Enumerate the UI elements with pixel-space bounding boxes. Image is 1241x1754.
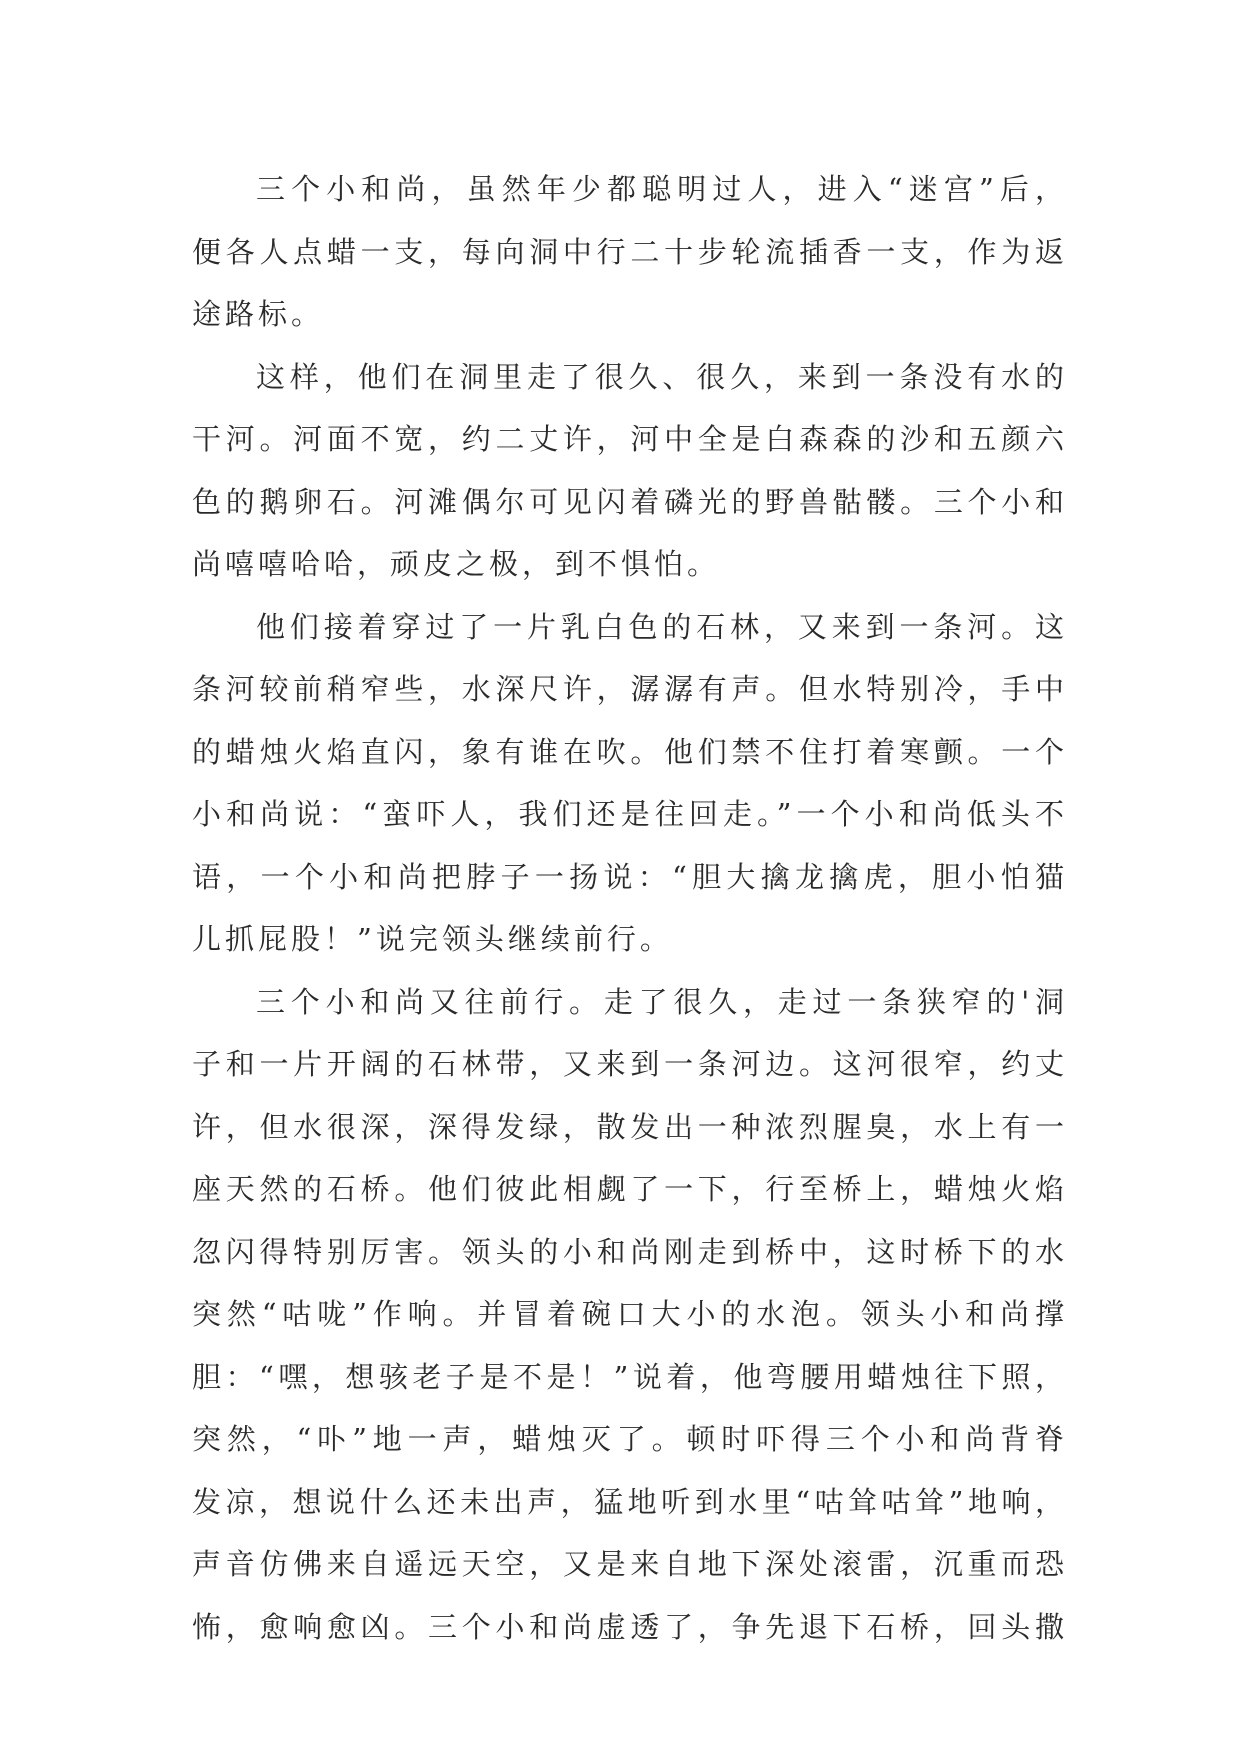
text-line: 色的鹅卵石。河滩偶尔可见闪着磷光的野兽骷髅。三个小和	[192, 484, 1064, 519]
text-line: 语，一个小和尚把脖子一扬说：“胆大擒龙擒虎，胆小怕猫	[192, 859, 1064, 894]
text-line: 发凉，想说什么还未出声，猛地听到水里“咕耸咕耸”地响，	[192, 1484, 1064, 1519]
text-line: 这样，他们在洞里走了很久、很久，来到一条没有水的	[256, 359, 1064, 394]
text-line: 忽闪得特别厉害。领头的小和尚刚走到桥中，这时桥下的水	[192, 1234, 1064, 1269]
text-line: 声音仿佛来自遥远天空，又是来自地下深处滚雷，沉重而恐	[192, 1547, 1064, 1581]
text-line: 突然“咕咙”作响。并冒着碗口大小的水泡。领头小和尚撑	[192, 1297, 1064, 1331]
text-line: 座天然的石桥。他们彼此相觑了一下，行至桥上，蜡烛火焰	[192, 1172, 1064, 1206]
text-line: 怖，愈响愈凶。三个小和尚虚透了，争先退下石桥，回头撒	[192, 1609, 1064, 1644]
text-line: 三个小和尚又往前行。走了很久，走过一条狭窄的'洞	[256, 984, 1064, 1019]
text-line: 途路标。	[192, 297, 325, 331]
text-line: 小和尚说：“蛮吓人，我们还是往回走。”一个小和尚低头不	[192, 797, 1064, 831]
text-line: 子和一片开阔的石林带，又来到一条河边。这河很窄，约丈	[192, 1047, 1064, 1081]
text-line: 胆：“嘿，想骇老子是不是！”说着，他弯腰用蜡烛往下照，	[192, 1359, 1064, 1394]
text-line: 的蜡烛火焰直闪，象有谁在吹。他们禁不住打着寒颤。一个	[192, 734, 1064, 769]
text-line: 许，但水很深，深得发绿，散发出一种浓烈腥臭，水上有一	[192, 1109, 1064, 1144]
text-line: 三个小和尚，虽然年少都聪明过人，进入“迷宫”后，	[256, 172, 1064, 206]
text-line: 尚嘻嘻哈哈，顽皮之极，到不惧怕。	[192, 547, 721, 581]
document-body	[192, 158, 1064, 1658]
text-line: 突然，“卟”地一声，蜡烛灭了。顿时吓得三个小和尚背脊	[192, 1422, 1064, 1456]
text-line: 条河较前稍窄些，水深尺许，潺潺有声。但水特别冷，手中	[192, 672, 1064, 706]
text-line: 他们接着穿过了一片乳白色的石林，又来到一条河。这	[256, 609, 1064, 644]
text-line: 干河。河面不宽，约二丈许，河中全是白森森的沙和五颜六	[192, 422, 1064, 456]
text-line: 便各人点蜡一支，每向洞中行二十步轮流插香一支，作为返	[192, 234, 1064, 269]
text-line: 儿抓屁股！”说完领头继续前行。	[192, 922, 673, 956]
